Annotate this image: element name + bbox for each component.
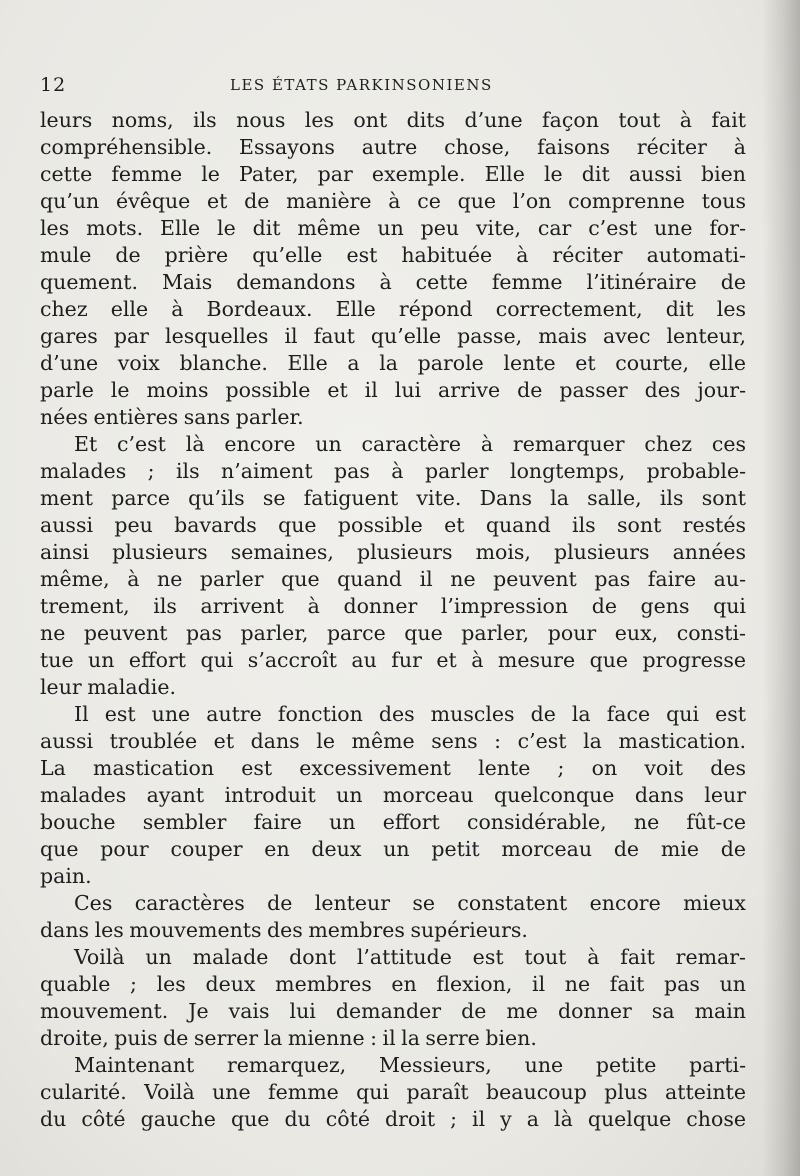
text-line: mouvement. Je vais lui demander de me donner sa main (40, 999, 746, 1023)
text-line: ne peuvent pas parler, parce que parler, pour eux, consti- (40, 621, 746, 645)
text-line: gares par lesquelles il faut qu’elle passe, mais avec lenteur, (40, 324, 746, 348)
text-line: leur maladie. (40, 675, 176, 699)
text-line: d’une voix blanche. Elle a la parole lente et courte, elle (40, 351, 746, 375)
text-line: qu’un évêque et de manière à ce que l’on comprenne tous (40, 189, 746, 213)
running-head: LES ÉTATS PARKINSONIENS (230, 76, 493, 94)
text-line: compréhensible. Essayons autre chose, faisons réciter à (40, 135, 746, 159)
text-line: Maintenant remarquez, Messieurs, une petite parti- (74, 1053, 746, 1077)
text-line: Et c’est là encore un caractère à remarquer chez ces (74, 432, 746, 456)
text-line: La mastication est excessivement lente ; on voit des (40, 756, 746, 780)
text-line: même, à ne parler que quand il ne peuvent pas faire au- (40, 567, 746, 591)
text-line: quement. Mais demandons à cette femme l’itinéraire de (40, 270, 746, 294)
text-line: droite, puis de serrer la mienne : il la serre bien. (40, 1026, 537, 1050)
text-line: bouche sembler faire un effort considérable, ne fût-ce (40, 810, 746, 834)
text-line: trement, ils arrivent à donner l’impression de gens qui (40, 594, 746, 618)
page-gutter-shadow (762, 0, 800, 1176)
text-line: les mots. Elle le dit même un peu vite, car c’est une for- (40, 216, 746, 240)
text-line: Voilà un malade dont l’attitude est tout à fait remar- (74, 945, 746, 969)
page-header (40, 74, 746, 100)
text-line: nées entières sans parler. (40, 405, 304, 429)
text-line: chez elle à Bordeaux. Elle répond correctement, dit les (40, 297, 746, 321)
text-line: leurs noms, ils nous les ont dits d’une façon tout à fait (40, 108, 746, 132)
text-line: mule de prière qu’elle est habituée à réciter automati- (40, 243, 746, 267)
page-number: 12 (40, 74, 67, 96)
text-line: tue un effort qui s’accroît au fur et à mesure que progresse (40, 648, 746, 672)
text-line: malades ; ils n’aiment pas à parler longtemps, probable- (40, 459, 746, 483)
text-line: quable ; les deux membres en flexion, il ne fait pas un (40, 972, 746, 996)
text-line: parle le moins possible et il lui arrive de passer des jour- (40, 378, 746, 402)
text-line: dans les mouvements des membres supérieurs. (40, 918, 528, 942)
text-line: cularité. Voilà une femme qui paraît beaucoup plus atteinte (40, 1080, 746, 1104)
text-line: ment parce qu’ils se fatiguent vite. Dans la salle, ils sont (40, 486, 746, 510)
text-line: malades ayant introduit un morceau quelconque dans leur (40, 783, 746, 807)
text-line: aussi peu bavards que possible et quand ils sont restés (40, 513, 746, 537)
text-line: que pour couper en deux un petit morceau de mie de (40, 837, 746, 861)
text-line: aussi troublée et dans le même sens : c’est la mastication. (40, 729, 746, 753)
text-line: pain. (40, 864, 92, 888)
text-line: Ces caractères de lenteur se constatent encore mieux (74, 891, 746, 915)
body-text (40, 107, 746, 1133)
text-line: ainsi plusieurs semaines, plusieurs mois, plusieurs années (40, 540, 746, 564)
text-line: cette femme le Pater, par exemple. Elle le dit aussi bien (40, 162, 746, 186)
text-line: du côté gauche que du côté droit ; il y a là quelque chose (40, 1107, 746, 1131)
text-line: Il est une autre fonction des muscles de la face qui est (74, 702, 746, 726)
